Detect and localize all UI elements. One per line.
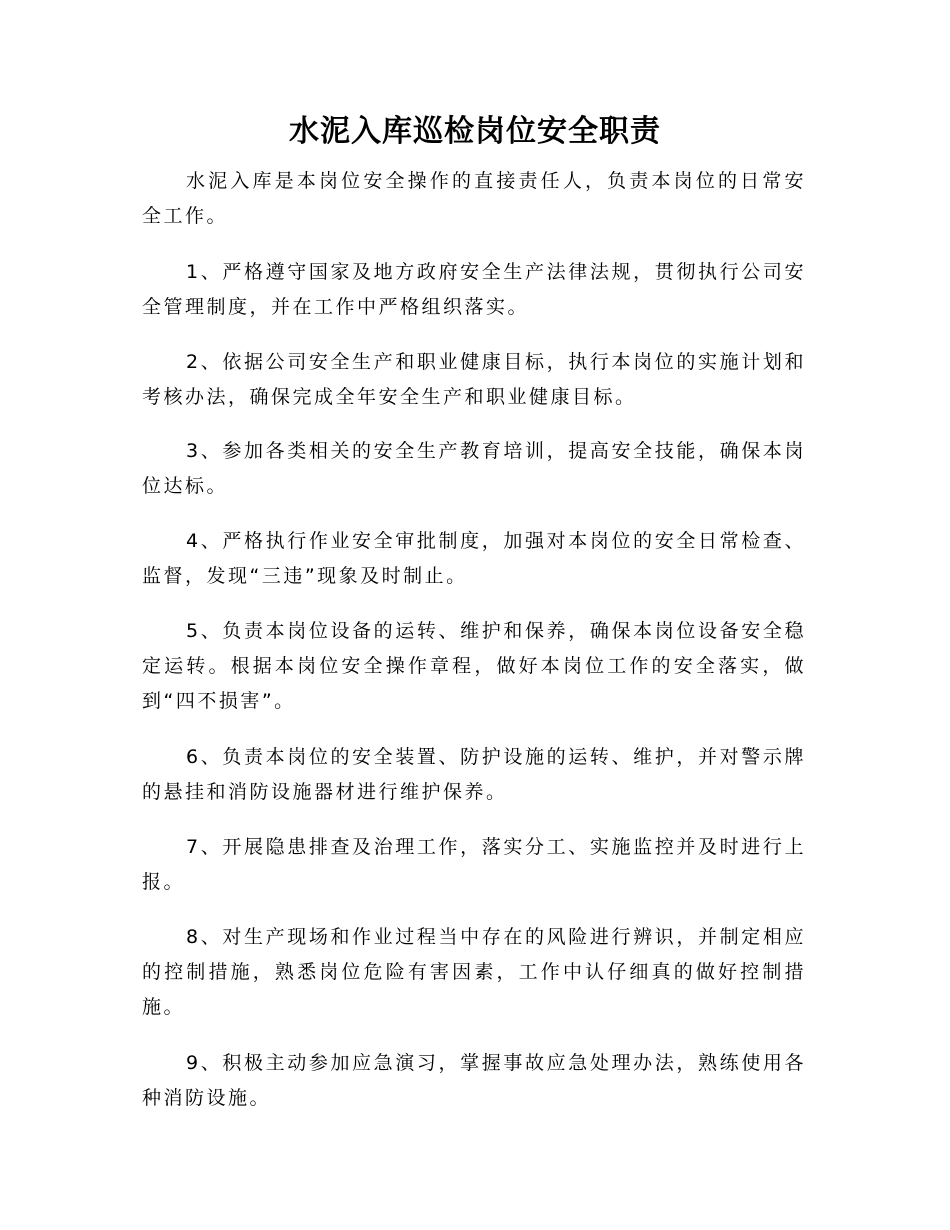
duty-item-8: 8、对生产现场和作业过程当中存在的风险进行辨识，并制定相应的控制措施，熟悉岗位危险有害因素，工作中认仔细真的做好控制措施。 [142,926,806,1018]
duty-item-6: 6、负责本岗位的安全装置、防护设施的运转、维护，并对警示牌的悬挂和消防设施器材进行维护保养。 [142,746,806,803]
duty-item-7: 7、开展隐患排查及治理工作，落实分工、实施监控并及时进行上报。 [142,836,806,893]
duty-item-3: 3、参加各类相关的安全生产教育培训，提高安全技能，确保本岗位达标。 [142,440,806,497]
duty-item-5: 5、负责本岗位设备的运转、维护和保养，确保本岗位设备安全稳定运转。根据本岗位安全操作章程，做好本岗位工作的安全落实，做到“四不损害”。 [142,620,806,712]
intro-paragraph: 水泥入库是本岗位安全操作的直接责任人，负责本岗位的日常安全工作。 [142,170,806,227]
document-title: 水泥入库巡检岗位安全职责 [289,114,661,149]
duty-item-2: 2、依据公司安全生产和职业健康目标，执行本岗位的实施计划和考核办法，确保完成全年安全生产和职业健康目标。 [142,351,806,408]
duty-item-4: 4、严格执行作业安全审批制度，加强对本岗位的安全日常检查、监督，发现“三违”现象及时制止。 [142,530,806,587]
duty-item-9: 9、积极主动参加应急演习，掌握事故应急处理办法，熟练使用各种消防设施。 [142,1052,806,1109]
duty-item-1: 1、严格遵守国家及地方政府安全生产法律法规，贯彻执行公司安全管理制度，并在工作中严格组织落实。 [142,261,806,318]
